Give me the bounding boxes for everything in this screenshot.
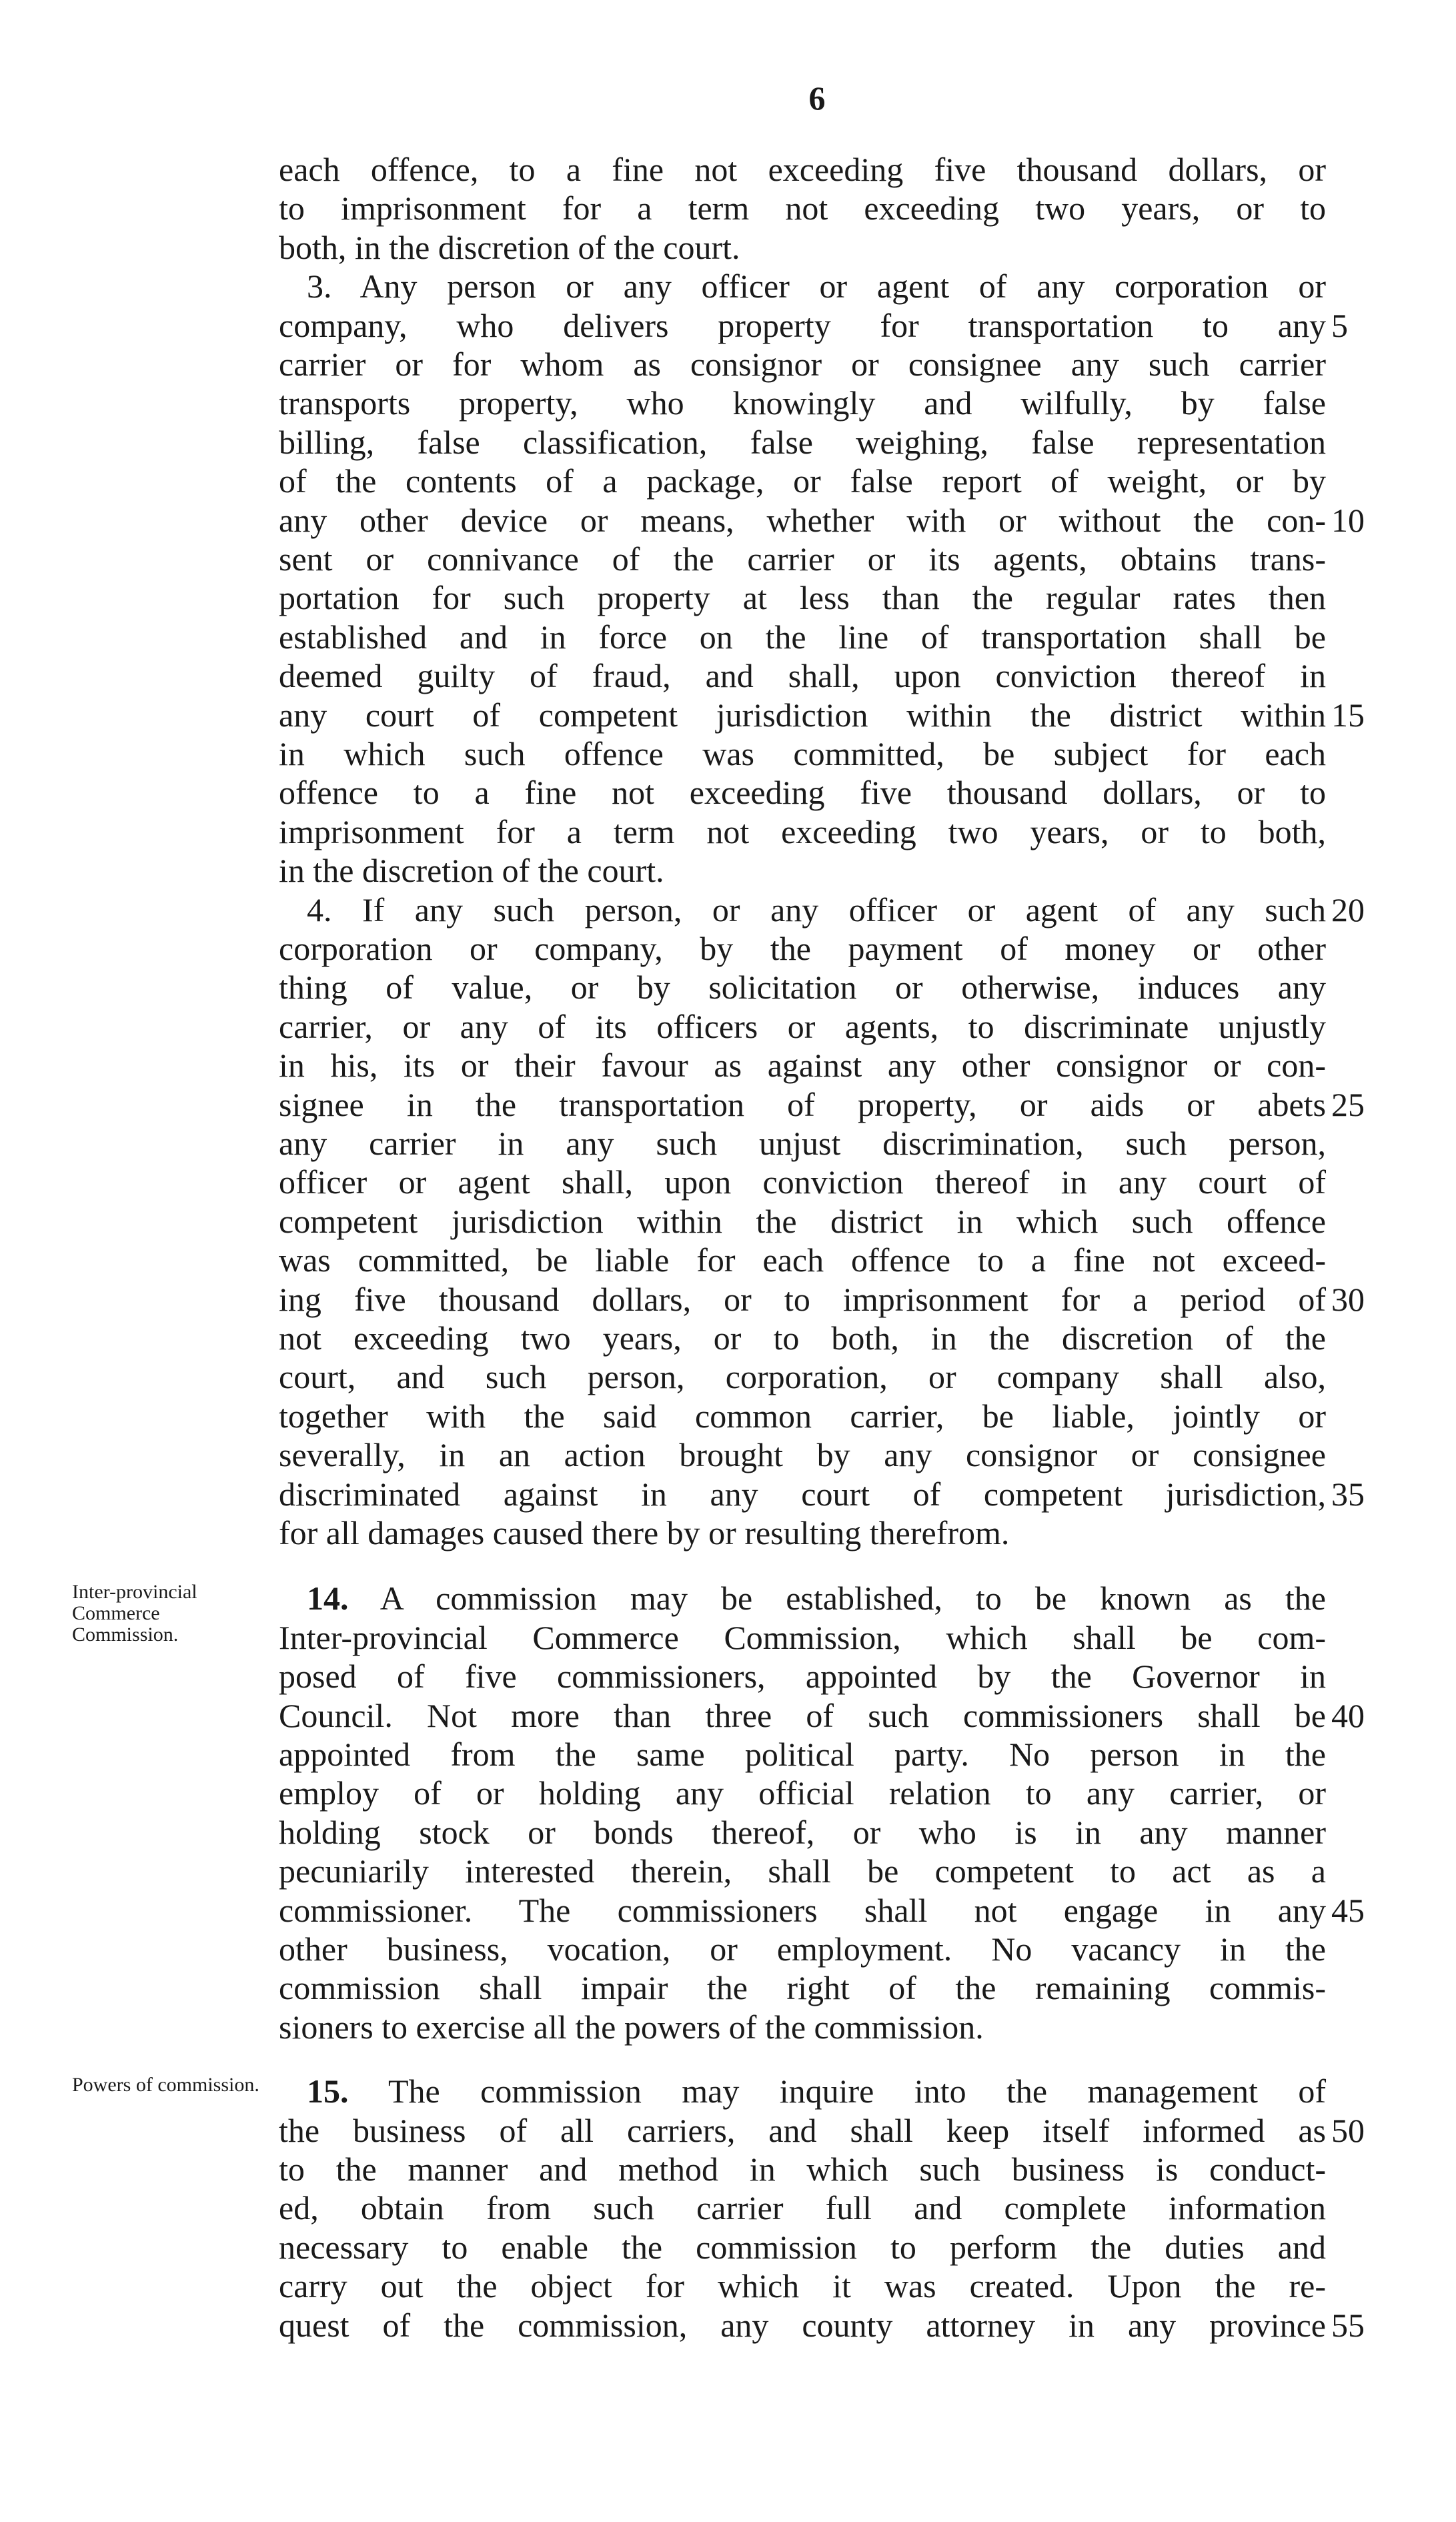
text-line: deemed guilty of fraud, and shall, upon conviction thereof in bbox=[279, 657, 1326, 695]
text-line: in his, its or their favour as against any other consignor or con- bbox=[279, 1047, 1326, 1085]
text-line: quest of the commission, any county attorney in any province bbox=[279, 2306, 1326, 2344]
text-line: in which such offence was committed, be subject for each bbox=[279, 735, 1326, 772]
marginal-note: Powers of commission. bbox=[72, 2074, 259, 2096]
text-line: billing, false classification, false weighing, false representation bbox=[279, 423, 1326, 461]
text-line: holding stock or bonds thereof, or who is in any manner bbox=[279, 1813, 1326, 1851]
text-line: any court of competent jurisdiction within the district within bbox=[279, 696, 1326, 734]
text-line: each offence, to a fine not exceeding five thousand dollars, or bbox=[279, 151, 1326, 188]
text-line: not exceeding two years, or to both, in the discretion of the bbox=[279, 1319, 1326, 1357]
text-line: company, who delivers property for transportation to any bbox=[279, 306, 1326, 344]
text-line: was committed, be liable for each offence to a fine not exceed- bbox=[279, 1241, 1326, 1279]
text-line: sent or connivance of the carrier or its agents, obtains trans- bbox=[279, 540, 1326, 578]
text-line: appointed from the same political party. No person in the bbox=[279, 1736, 1326, 1773]
text-line: commissioner. The commissioners shall not engage in any bbox=[279, 1891, 1326, 1929]
text-line: transports property, who knowingly and wilfully, by false bbox=[279, 384, 1326, 422]
text-line: ed, obtain from such carrier full and complete information bbox=[279, 2189, 1326, 2227]
text-line: Inter-provincial Commerce Commission, which shall be com- bbox=[279, 1618, 1326, 1656]
line-number: 50 bbox=[1331, 2111, 1365, 2149]
section-number: 14. bbox=[307, 1580, 349, 1618]
marginal-note: Inter-provincial Commerce Commission. bbox=[72, 1581, 197, 1646]
text-line: severally, in an action brought by any consignor or consignee bbox=[279, 1436, 1326, 1474]
text-line: commission shall impair the right of the remaining commis- bbox=[279, 1969, 1326, 2007]
page-number: 6 bbox=[808, 79, 826, 117]
line-number: 35 bbox=[1331, 1475, 1365, 1513]
line-number: 10 bbox=[1331, 501, 1365, 539]
line-number: 20 bbox=[1331, 890, 1365, 928]
text-line: carrier, or any of its officers or agents, to discriminate unjustly bbox=[279, 1007, 1326, 1045]
text-line: portation for such property at less than the regular rates then bbox=[279, 579, 1326, 617]
text-line: sioners to exercise all the powers of the commission. bbox=[279, 2008, 984, 2046]
text-line: posed of five commissioners, appointed by the Governor in bbox=[279, 1658, 1326, 1696]
line-number: 25 bbox=[1331, 1085, 1365, 1123]
text-line: any carrier in any such unjust discrimination, such person, bbox=[279, 1125, 1326, 1162]
text-line: competent jurisdiction within the district in which such offence bbox=[279, 1202, 1326, 1240]
text-line: 4. If any such person, or any officer or agent of any such bbox=[307, 890, 1326, 928]
text-line: in the discretion of the court. bbox=[279, 852, 664, 890]
text-line: for all damages caused there by or resulting therefrom. bbox=[279, 1514, 1010, 1551]
text-line: carry out the object for which it was created. Upon the re- bbox=[279, 2267, 1326, 2305]
text-line: offence to a fine not exceeding five thousand dollars, or to bbox=[279, 774, 1326, 812]
text-line: 3. Any person or any officer or agent of any corporation or bbox=[307, 267, 1326, 305]
text-line: court, and such person, corporation, or company shall also, bbox=[279, 1358, 1326, 1396]
line-number: 5 bbox=[1331, 306, 1348, 344]
text-line: employ of or holding any official relation to any carrier, or bbox=[279, 1774, 1326, 1812]
section-number: 15. bbox=[307, 2072, 349, 2110]
line-number: 40 bbox=[1331, 1696, 1365, 1734]
text-line: other business, vocation, or employment. No vacancy in the bbox=[279, 1930, 1326, 1968]
text-line: the business of all carriers, and shall keep itself informed as bbox=[279, 2111, 1326, 2149]
text-line: corporation or company, by the payment of money or other bbox=[279, 930, 1326, 967]
text-line: Council. Not more than three of such commissioners shall be bbox=[279, 1696, 1326, 1734]
text-line: to the manner and method in which such business is conduct- bbox=[279, 2150, 1326, 2188]
line-number: 45 bbox=[1331, 1891, 1365, 1929]
text-line: of the contents of a package, or false report of weight, or by bbox=[279, 462, 1326, 500]
text-line: imprisonment for a term not exceeding two years, or to both, bbox=[279, 812, 1326, 850]
text-line: 15. The commission may inquire into the management of bbox=[307, 2072, 1326, 2110]
text-line: together with the said common carrier, be liable, jointly or bbox=[279, 1397, 1326, 1435]
text-line: 14. A commission may be established, to be known as the bbox=[307, 1580, 1326, 1618]
text-line: both, in the discretion of the court. bbox=[279, 228, 740, 266]
text-line: established and in force on the line of transportation shall be bbox=[279, 618, 1326, 656]
line-number: 30 bbox=[1331, 1280, 1365, 1318]
text-line: any other device or means, whether with or without the con- bbox=[279, 501, 1326, 539]
text-line: pecuniarily interested therein, shall be competent to act as a bbox=[279, 1852, 1326, 1890]
text-line: to imprisonment for a term not exceeding two years, or to bbox=[279, 189, 1326, 227]
text-line: signee in the transportation of property, or aids or abets bbox=[279, 1085, 1326, 1123]
line-number: 55 bbox=[1331, 2306, 1365, 2344]
text-line: ing five thousand dollars, or to imprisonment for a period of bbox=[279, 1280, 1326, 1318]
line-number: 15 bbox=[1331, 696, 1365, 734]
text-line: necessary to enable the commission to perform the duties and bbox=[279, 2228, 1326, 2266]
text-line: thing of value, or by solicitation or otherwise, induces any bbox=[279, 969, 1326, 1007]
text-line: officer or agent shall, upon conviction thereof in any court of bbox=[279, 1163, 1326, 1201]
text-line: discriminated against in any court of competent jurisdiction, bbox=[279, 1475, 1326, 1513]
text-line: carrier or for whom as consignor or consignee any such carrier bbox=[279, 346, 1326, 383]
